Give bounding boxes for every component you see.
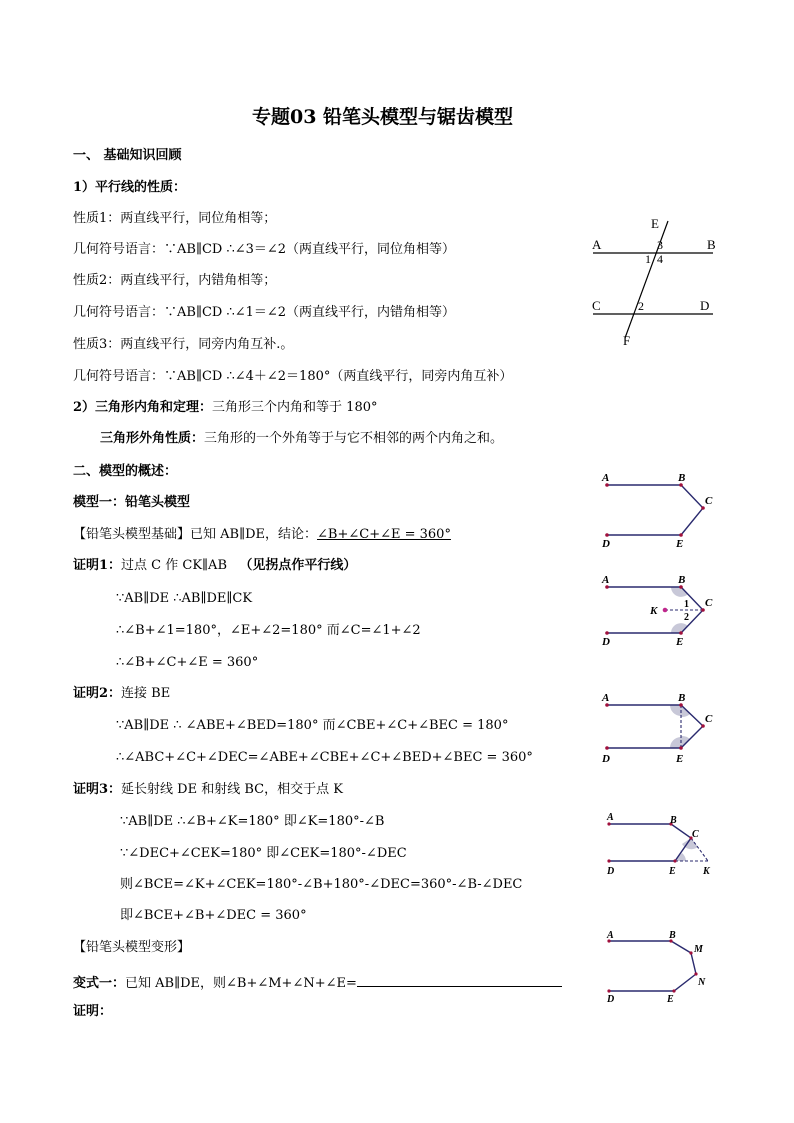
variant1-line	[73, 973, 562, 992]
proof3-step-3: 则∠BCE=∠K+∠CEK=180°-∠B+180°-∠DEC=360°-∠B-∠DEC	[120, 877, 523, 892]
label-c: C	[592, 298, 601, 313]
label-d: D	[607, 994, 615, 1005]
label-b: B	[669, 930, 676, 941]
variant1-label: 变式一：	[73, 976, 126, 991]
proof1-step-1: ∵AB∥DE ∴AB∥DE∥CK	[116, 591, 253, 606]
proof2-text: 连接 BE	[121, 686, 171, 701]
label-e: E	[676, 636, 684, 648]
angle-2-label: 2	[638, 299, 644, 313]
label-c: C	[705, 713, 713, 725]
basis-text: 已知 AB∥DE，结论：	[190, 527, 318, 542]
page-title: 专题03 铅笔头模型与锯齿模型	[252, 106, 514, 128]
label-b: B	[678, 692, 686, 704]
variant-outline	[609, 941, 696, 991]
label-a: A	[602, 692, 610, 704]
label-e: E	[669, 866, 676, 877]
label-d: D	[602, 753, 610, 765]
angle-1-label: 1	[645, 252, 651, 266]
variant1-text: 已知 AB∥DE，则∠B+∠M+∠N+∠E=	[125, 976, 357, 991]
label-e: E	[651, 216, 659, 231]
label-a: A	[592, 237, 602, 252]
label-c: C	[705, 495, 713, 507]
triangle-sum-text: 三角形三个内角和等于 180°	[212, 400, 378, 415]
property-1-symbolic: 几何符号语言：∵AB∥CD ∴∠3＝∠2（两直线平行，同位角相等）	[73, 242, 456, 257]
label-k: K	[650, 605, 658, 617]
section-heading-model-overview: 二、模型的概述：	[73, 464, 178, 479]
label-b: B	[678, 472, 686, 484]
proof1-step-3: ∴∠B+∠C+∠E = 360°	[116, 655, 259, 670]
exterior-angle-text: 三角形的一个外角等于与它不相邻的两个内角之和。	[204, 431, 504, 446]
subheading-parallel-properties: 1）平行线的性质：	[73, 180, 187, 195]
label-d: D	[602, 636, 610, 648]
label-d: D	[602, 538, 610, 550]
label-b: B	[670, 815, 677, 826]
label-a: A	[607, 930, 614, 941]
proof3-figure	[595, 808, 725, 884]
label-e: E	[667, 994, 674, 1005]
variant-heading: 【铅笔头模型变形】	[73, 940, 191, 955]
label-b: B	[707, 237, 716, 252]
proof2-step-1: ∵AB∥DE ∴ ∠ABE+∠BED=180° 而∠CBE+∠C+∠BEC = 180°	[116, 718, 509, 733]
triangle-sum-label: 2）三角形内角和定理：	[73, 400, 213, 415]
proof1-hint: （见拐点作平行线）	[239, 558, 357, 573]
section-heading-basics: 一、 基础知识回顾	[73, 148, 182, 163]
label-d: D	[700, 298, 710, 313]
answer-blank	[357, 973, 562, 987]
label-c: C	[705, 597, 713, 609]
label-a: A	[602, 472, 610, 484]
exterior-angle-label: 三角形外角性质：	[100, 431, 205, 446]
basis-conclusion: ∠B+∠C+∠E = 360°	[317, 527, 451, 542]
proof3-step-1: ∵AB∥DE ∴∠B+∠K=180° 即∠K=180°-∠B	[120, 814, 385, 829]
proof2-line	[73, 686, 170, 702]
triangle-sum-theorem	[73, 400, 378, 416]
label-e: E	[676, 753, 684, 765]
angle-2-label: 2	[684, 612, 689, 623]
proof2-label: 证明2：	[73, 686, 122, 701]
label-a: A	[602, 574, 610, 586]
proof2-step-2: ∴∠ABC+∠C+∠DEC=∠ABE+∠CBE+∠C+∠BED+∠BEC = 360°	[116, 750, 533, 765]
proof1-label: 证明1：	[73, 558, 122, 573]
label-m: M	[694, 944, 703, 955]
proof2-figure	[595, 688, 725, 770]
angle-4-label: 4	[657, 252, 663, 266]
property-2: 性质2：两直线平行，内错角相等；	[73, 273, 277, 288]
parallel-lines-figure	[585, 210, 725, 350]
pencil-basis	[73, 527, 463, 543]
label-b: B	[678, 574, 686, 586]
model1-heading: 模型一：铅笔头模型	[73, 495, 191, 510]
proof3-label: 证明3：	[73, 782, 122, 797]
label-e: E	[676, 538, 684, 550]
label-k: K	[703, 866, 710, 877]
property-3-symbolic: 几何符号语言：∵AB∥CD ∴∠4＋∠2＝180°（两直线平行，同旁内角互补）	[73, 369, 513, 384]
label-d: D	[607, 866, 615, 877]
proof3-step-2: ∵∠DEC+∠CEK=180° 即∠CEK=180°-∠DEC	[120, 846, 407, 861]
basis-label: 【铅笔头模型基础】	[73, 527, 191, 542]
proof3-step-4: 即∠BCE+∠B+∠DEC = 360°	[120, 908, 307, 923]
variant1-figure	[595, 925, 725, 1007]
property-1: 性质1：两直线平行，同位角相等；	[73, 211, 277, 226]
angle-3-label: 3	[657, 238, 663, 252]
proof1-text: 过点 C 作 CK∥AB	[121, 558, 227, 573]
proof-label: 证明：	[73, 1004, 113, 1019]
proof1-step-2: ∴∠B+∠1=180°，∠E+∠2=180° 而∠C=∠1+∠2	[116, 623, 421, 638]
label-a: A	[607, 812, 614, 823]
proof3-text: 延长射线 DE 和射线 BC，相交于点 K	[121, 782, 343, 797]
exterior-angle-property	[100, 431, 503, 447]
pencil-outline	[609, 824, 691, 861]
label-n: N	[698, 977, 706, 988]
angle-1-label: 1	[684, 599, 689, 610]
label-f: F	[623, 333, 631, 348]
proof1-figure	[595, 570, 725, 652]
property-2-symbolic: 几何符号语言：∵AB∥CD ∴∠1＝∠2（两直线平行，内错角相等）	[73, 305, 456, 320]
proof3-line	[73, 782, 343, 798]
label-c: C	[692, 829, 699, 840]
pencil-outline	[607, 485, 703, 535]
property-3: 性质3：两直线平行，同旁内角互补.。	[73, 337, 294, 352]
proof1-line	[73, 558, 356, 574]
pencil-model-figure	[595, 468, 725, 550]
pencil-outline	[607, 705, 703, 748]
